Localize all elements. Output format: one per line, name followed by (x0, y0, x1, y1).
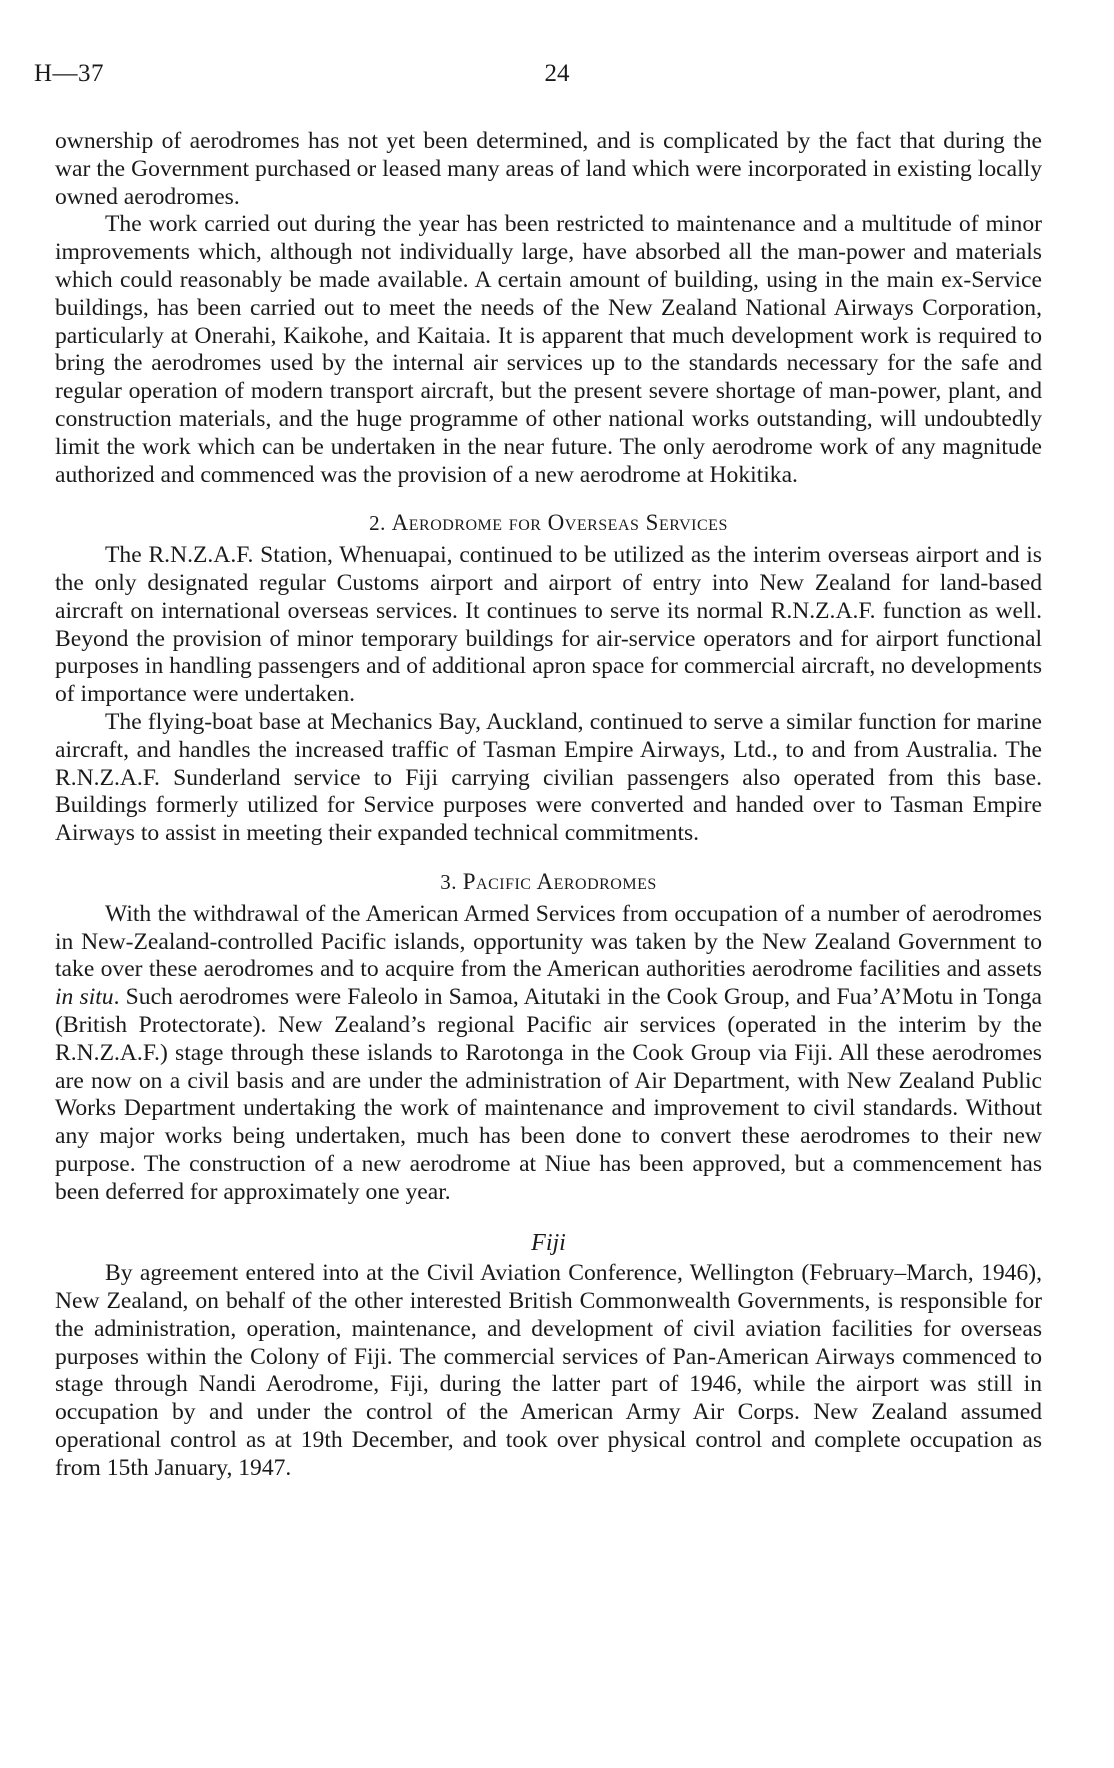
body-text (55, 128, 1042, 1483)
section-2-paragraph: The flying-boat base at Mechanics Bay, Auckland, continued to serve a similar function for marine aircraft, and handles the increased traffic of Tasman Empire Airways, Ltd., to and from Australia. The R.N.Z.A.F. Sunderland service to Fiji carrying civilian passengers also operated from this base. Buildings formerly utilized for Service purposes were converted and handed over to Tasman Empire Airways to assist in meeting their expanded technical commitments. (55, 708, 1042, 847)
work-paragraph: The work carried out during the year has been restricted to maintenance and a multitude of minor improvements which, although not individually large, have absorbed all the man-power and materials which could reasonably be made available. A certain amount of building, using in the main ex-Service buildings, has been carried out to meet the needs of the New Zealand National Airways Corporation, particularly at Onerahi, Kaikohe, and Kaitaia. It is apparent that much development work is required to bring the aerodromes used by the internal air services up to the standards necessary for the safe and regular operation of modern transport aircraft, but the present severe shortage of man-power, plant, and construction materials, and the huge programme of other national works outstanding, will undoubtedly limit the work which can be undertaken in the near future. The only aerodrome work of any magnitude authorized and commenced was the provision of a new aerodrome at Hokitika. (55, 211, 1042, 488)
section-3-title: Pacific Aerodromes (462, 868, 657, 894)
section-3-text-part-1: With the withdrawal of the American Armed Services from occupation of a number of aerodromes in New-Zealand-controlled Pacific islands, opportunity was taken by the New Zealand Government to take over these aerodromes and to acquire from the American authorities aerodrome facilities and assets (55, 900, 1042, 983)
fiji-subheading: Fiji (531, 1230, 566, 1257)
section-3-heading (55, 868, 1042, 897)
italic-phrase: in situ (55, 984, 114, 1011)
fiji-paragraph: By agreement entered into at the Civil Aviation Conference, Wellington (February–March, 1946), New Zealand, on behalf of the other interested British Commonwealth Governments, is responsible for the administration, operation, maintenance, and development of civil aviation facilities for overseas purposes within the Colony of Fiji. The commercial services of Pan-American Airways commenced to stage through Nandi Aerodrome, Fiji, during the latter part of 1946, while the airport was still in occupation by and under the control of the American Army Air Corps. New Zealand assumed operational control as at 19th December, and took over physical control and complete occupation as from 15th January, 1947. (55, 1260, 1042, 1481)
section-2-paragraph: The R.N.Z.A.F. Station, Whenuapai, continued to be utilized as the interim overseas airport and is the only designated regular Customs airport and airport of entry into New Zealand for land-based aircraft on international overseas services. It continues to serve its normal R.N.Z.A.F. function as well. Beyond the provision of minor temporary buildings for air-service operators and for airport functional purposes in handling passengers and of additional apron space for commercial aircraft, no developments of importance were undertaken. (55, 542, 1042, 708)
section-3-paragraph (55, 901, 1042, 1207)
page-number: 24 (544, 60, 570, 87)
section-2-title: Aerodrome for Overseas Services (391, 510, 728, 536)
intro-paragraph: ownership of aerodromes has not yet been determined, and is complicated by the fact that during the war the Government purchased or leased many areas of land which were incorporated in existing locally owned aerodromes. (55, 128, 1042, 210)
document-reference: H—37 (34, 60, 105, 87)
section-2-number: 2. (369, 511, 386, 536)
section-3-text-part-2: . Such aerodromes were Faleolo in Samoa, Aitutaki in the Cook Group, and Fua’A’Motu in Tonga (British Protectorate). New Zealand’s regional Pacific air services (operated in the interim by the R.N.Z.A.F.) stage through these islands to Rarotonga in the Cook Group via Fiji. All these aerodromes are now on a civil basis and are under the administration of Air Department, with New Zealand Public Works Department undertaking the work of maintenance and improvement to civil standards. Without any major works being undertaken, much has been done to convert these aerodromes to their new purpose. The construction of a new aerodrome at Niue has been approved, but a commencement has been deferred for approximately one year. (55, 984, 1042, 1205)
section-3-number: 3. (440, 869, 457, 894)
section-2-heading (55, 509, 1042, 538)
